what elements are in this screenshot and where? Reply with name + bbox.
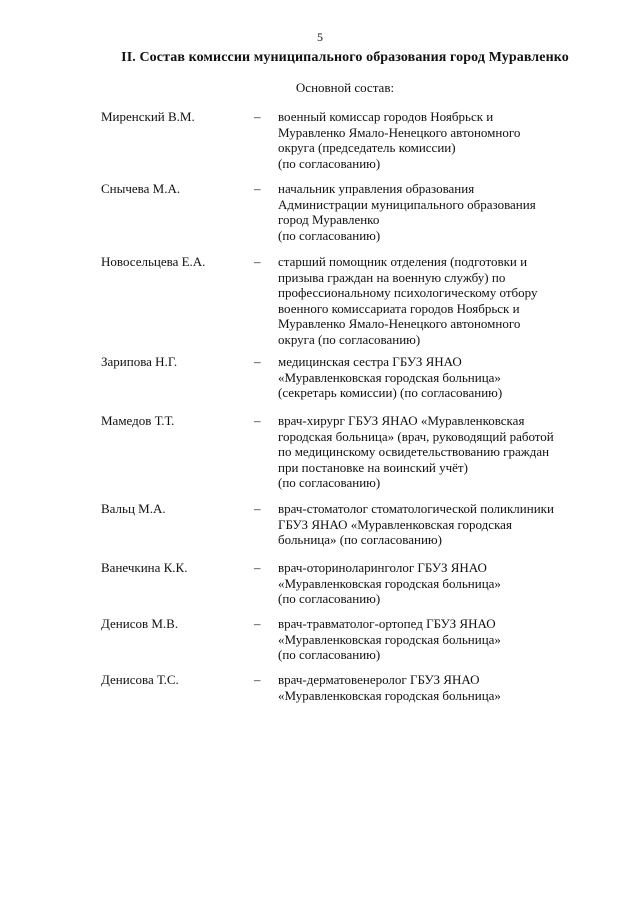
member-role-line: (по согласованию)	[278, 227, 381, 243]
member-role-line: Муравленко Ямало-Ненецкого автономного	[278, 316, 521, 332]
member-role-line: начальник управления образования	[278, 181, 475, 196]
member-role-line: ГБУЗ ЯНАО «Муравленковская городская	[278, 516, 512, 532]
member-role-line: профессиональному психологическому отбору	[278, 285, 538, 301]
composition-subtitle: Основной состав:	[295, 80, 395, 95]
member-role-line: врач-дерматовенеролог ГБУЗ ЯНАО	[278, 672, 480, 687]
member-role-line: при постановке на воинский учёт)	[278, 459, 468, 475]
member-dash: –	[254, 672, 261, 687]
member-role-line: военного комиссариата городов Ноябрьск и	[278, 300, 520, 316]
member-role-line: военный комиссар городов Ноябрьск и	[278, 109, 494, 124]
member-dash: –	[254, 616, 261, 631]
member-role	[278, 254, 598, 348]
member-role	[278, 413, 598, 491]
member-role	[278, 181, 598, 243]
member-name: Денисов М.В.	[101, 616, 179, 631]
member-role-line: медицинская сестра ГБУЗ ЯНАО	[278, 354, 462, 369]
member-role-line: врач-хирург ГБУЗ ЯНАО «Муравленковская	[278, 413, 525, 428]
member-role-line: Муравленко Ямало-Ненецкого автономного	[278, 124, 521, 140]
member-dash: –	[254, 354, 261, 369]
member-role-line: (по согласованию)	[278, 475, 381, 491]
member-name: Снычева М.А.	[101, 181, 181, 196]
member-role-line: Администрации муниципального образования	[278, 196, 536, 212]
member-dash: –	[254, 254, 261, 269]
member-role-line: старший помощник отделения (подготовки и	[278, 254, 528, 269]
member-role-line: «Муравленковская городская больница»	[278, 631, 501, 647]
member-name: Зарипова Н.Г.	[101, 354, 178, 369]
member-role-line: врач-травматолог-ортопед ГБУЗ ЯНАО	[278, 616, 496, 631]
member-role-line: округа (председатель комиссии)	[278, 140, 456, 156]
member-dash: –	[254, 181, 261, 196]
member-role-line: (по согласованию)	[278, 647, 381, 663]
member-role-line: городская больница» (врач, руководящий работой	[278, 428, 554, 444]
member-dash: –	[254, 109, 261, 124]
member-role	[278, 616, 598, 663]
member-role-line: город Муравленко	[278, 212, 380, 228]
member-role-line: округа (по согласованию)	[278, 331, 421, 347]
member-dash: –	[254, 560, 261, 575]
member-role	[278, 354, 598, 401]
member-role-line: «Муравленковская городская больница»	[278, 575, 501, 591]
member-role-line: призыва граждан на военную службу) по	[278, 269, 506, 285]
member-role-line: по медицинскому освидетельствованию граждан	[278, 444, 550, 460]
member-name: Мамедов Т.Т.	[101, 413, 175, 428]
member-role-line: больница» (по согласованию)	[278, 532, 442, 548]
member-name: Миренский В.М.	[101, 109, 195, 124]
member-name: Вальц М.А.	[101, 501, 166, 516]
section-title: II. Состав комиссии муниципального образования город Муравленко	[121, 50, 569, 65]
member-role	[278, 501, 598, 548]
member-name: Ванечкина К.К.	[101, 560, 188, 575]
member-role-line: «Муравленковская городская больница»	[278, 369, 501, 385]
member-name: Денисова Т.С.	[101, 672, 179, 687]
member-role	[278, 560, 598, 607]
member-role-line: врач-стоматолог стоматологической поликлиники	[278, 501, 554, 516]
member-role	[278, 672, 598, 703]
member-role-line: врач-оториноларинголог ГБУЗ ЯНАО	[278, 560, 487, 575]
member-dash: –	[254, 413, 261, 428]
member-role-line: «Муравленковская городская больница»	[278, 687, 501, 703]
member-role-line: (по согласованию)	[278, 155, 381, 171]
member-role	[278, 109, 598, 171]
member-role-line: (по согласованию)	[278, 591, 381, 607]
member-role-line: (секретарь комиссии) (по согласованию)	[278, 385, 503, 401]
page-number: 5	[317, 30, 323, 44]
member-dash: –	[254, 501, 261, 516]
member-name: Новосельцева Е.А.	[101, 254, 206, 269]
